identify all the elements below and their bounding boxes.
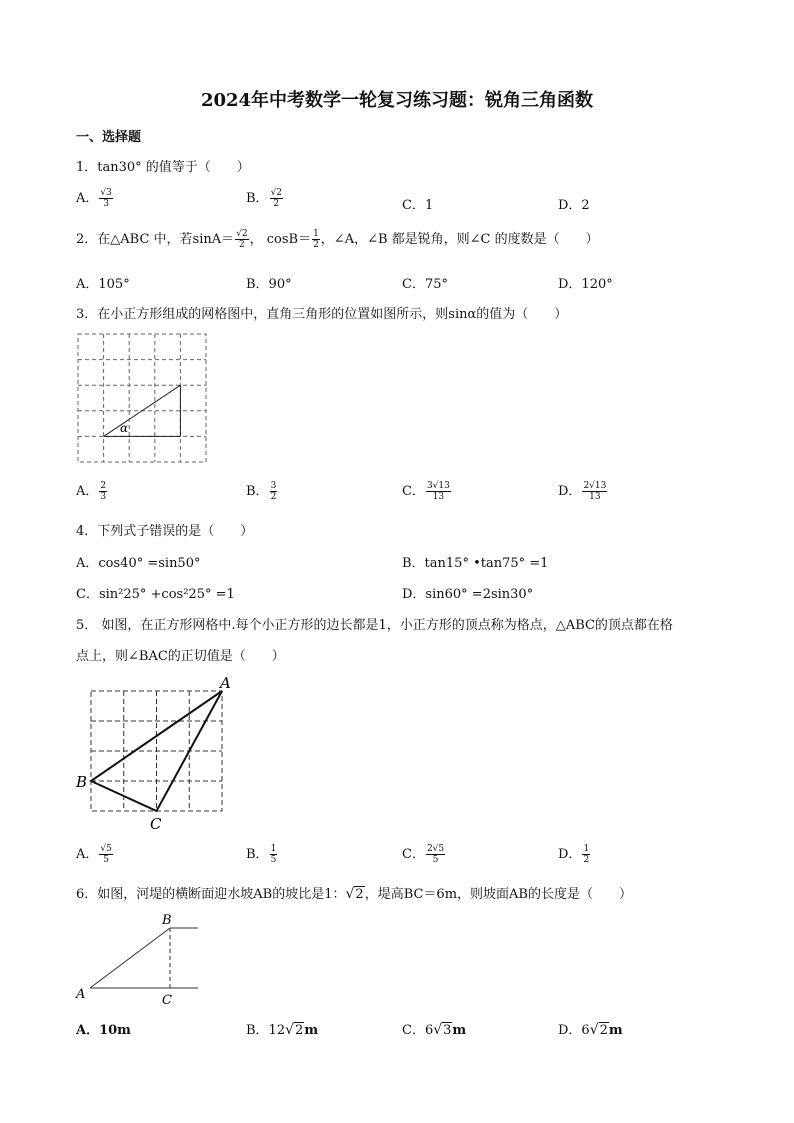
q4-stem: 4．下列式子错误的是（ ） bbox=[76, 524, 254, 539]
q2-option-c[interactable]: C．75° bbox=[402, 277, 448, 292]
q6-option-d[interactable]: D．6√2m bbox=[558, 1022, 623, 1038]
q6-stem: 6．如图，河堤的横断面迎水坡AB的坡比是1：√2，堤高BC＝6m，则坡面AB的长度是（ ） bbox=[76, 886, 632, 902]
q6-label-b: B bbox=[162, 913, 172, 928]
q3-option-d[interactable]: D． $\frac{2√13}{13}$ bbox=[558, 481, 607, 502]
section-heading: 一、选择题 bbox=[76, 130, 142, 145]
q5-option-d[interactable]: D． $\frac{1}{2}$ bbox=[558, 844, 590, 865]
q1-option-b[interactable]: B． $\frac{√2}{2}$ bbox=[246, 188, 283, 209]
q5-stem-line1: 5． 如图，在正方形网格中.每个小正方形的边长都是1，小正方形的顶点称为格点，△ABC的顶点都在格 bbox=[76, 618, 673, 633]
q5-option-b[interactable]: B． $\frac{1}{5}$ bbox=[246, 844, 277, 865]
q4-option-b[interactable]: B．tan15° •tan75° =1 bbox=[402, 556, 549, 571]
q1-option-d[interactable]: D．2 bbox=[558, 198, 590, 213]
q4-option-c[interactable]: C．sin²25° +cos²25° =1 bbox=[76, 587, 235, 602]
q4-option-a[interactable]: A．cos40° =sin50° bbox=[76, 556, 201, 571]
q2-option-d[interactable]: D．120° bbox=[558, 277, 613, 292]
q2-option-a[interactable]: A．105° bbox=[76, 277, 130, 292]
q5-option-a[interactable]: A． $\frac{√5}{5}$ bbox=[76, 844, 112, 865]
q3-grid-figure bbox=[76, 332, 210, 464]
q3-option-a[interactable]: A． $\frac{2}{3}$ bbox=[76, 481, 107, 502]
q6-label-c: C bbox=[162, 993, 172, 1008]
q5-label-c: C bbox=[150, 815, 162, 833]
q6-label-a: A bbox=[76, 987, 86, 1002]
q6-option-c[interactable]: C．6√3m bbox=[402, 1022, 467, 1038]
q5-option-c[interactable]: C． $\frac{2√5}{5}$ bbox=[402, 844, 445, 865]
q1-option-c[interactable]: C．1 bbox=[402, 198, 434, 213]
page-title: 2024年中考数学一轮复习练习题：锐角三角函数 bbox=[200, 90, 594, 111]
q2-option-b[interactable]: B．90° bbox=[246, 277, 292, 292]
q2-stem: 2．在△ABC 中，若sinA＝ $\frac{√2}{2}$ ， cosB＝ $\frac{1}{2}$ ，∠A，∠B 都是锐角，则∠C 的度数是（ ） bbox=[76, 229, 599, 250]
q6-embankment-figure bbox=[72, 910, 208, 1010]
q3-stem: 3．在小正方形组成的网格图中，直角三角形的位置如图所示，则sinα的值为（ ） bbox=[76, 307, 568, 322]
q5-stem-line2: 点上，则∠BAC的正切值是（ ） bbox=[76, 649, 285, 664]
q6-option-a[interactable]: A．10m bbox=[76, 1023, 131, 1038]
q5-label-b: B bbox=[76, 773, 88, 791]
q3-alpha-label: α bbox=[120, 421, 129, 435]
q1-stem: 1．tan30° 的值等于（ ） bbox=[76, 160, 250, 175]
q3-option-b[interactable]: B． $\frac{3}{2}$ bbox=[246, 481, 277, 502]
q1-option-a[interactable]: A． $\frac{√3}{3}$ bbox=[76, 188, 112, 209]
q3-option-c[interactable]: C． $\frac{3√13}{13}$ bbox=[402, 481, 450, 502]
q5-grid-figure bbox=[72, 672, 242, 834]
q4-option-d[interactable]: D．sin60° =2sin30° bbox=[402, 587, 534, 602]
q6-option-b[interactable]: B．12√2m bbox=[246, 1022, 319, 1038]
q5-label-a: A bbox=[220, 674, 231, 692]
